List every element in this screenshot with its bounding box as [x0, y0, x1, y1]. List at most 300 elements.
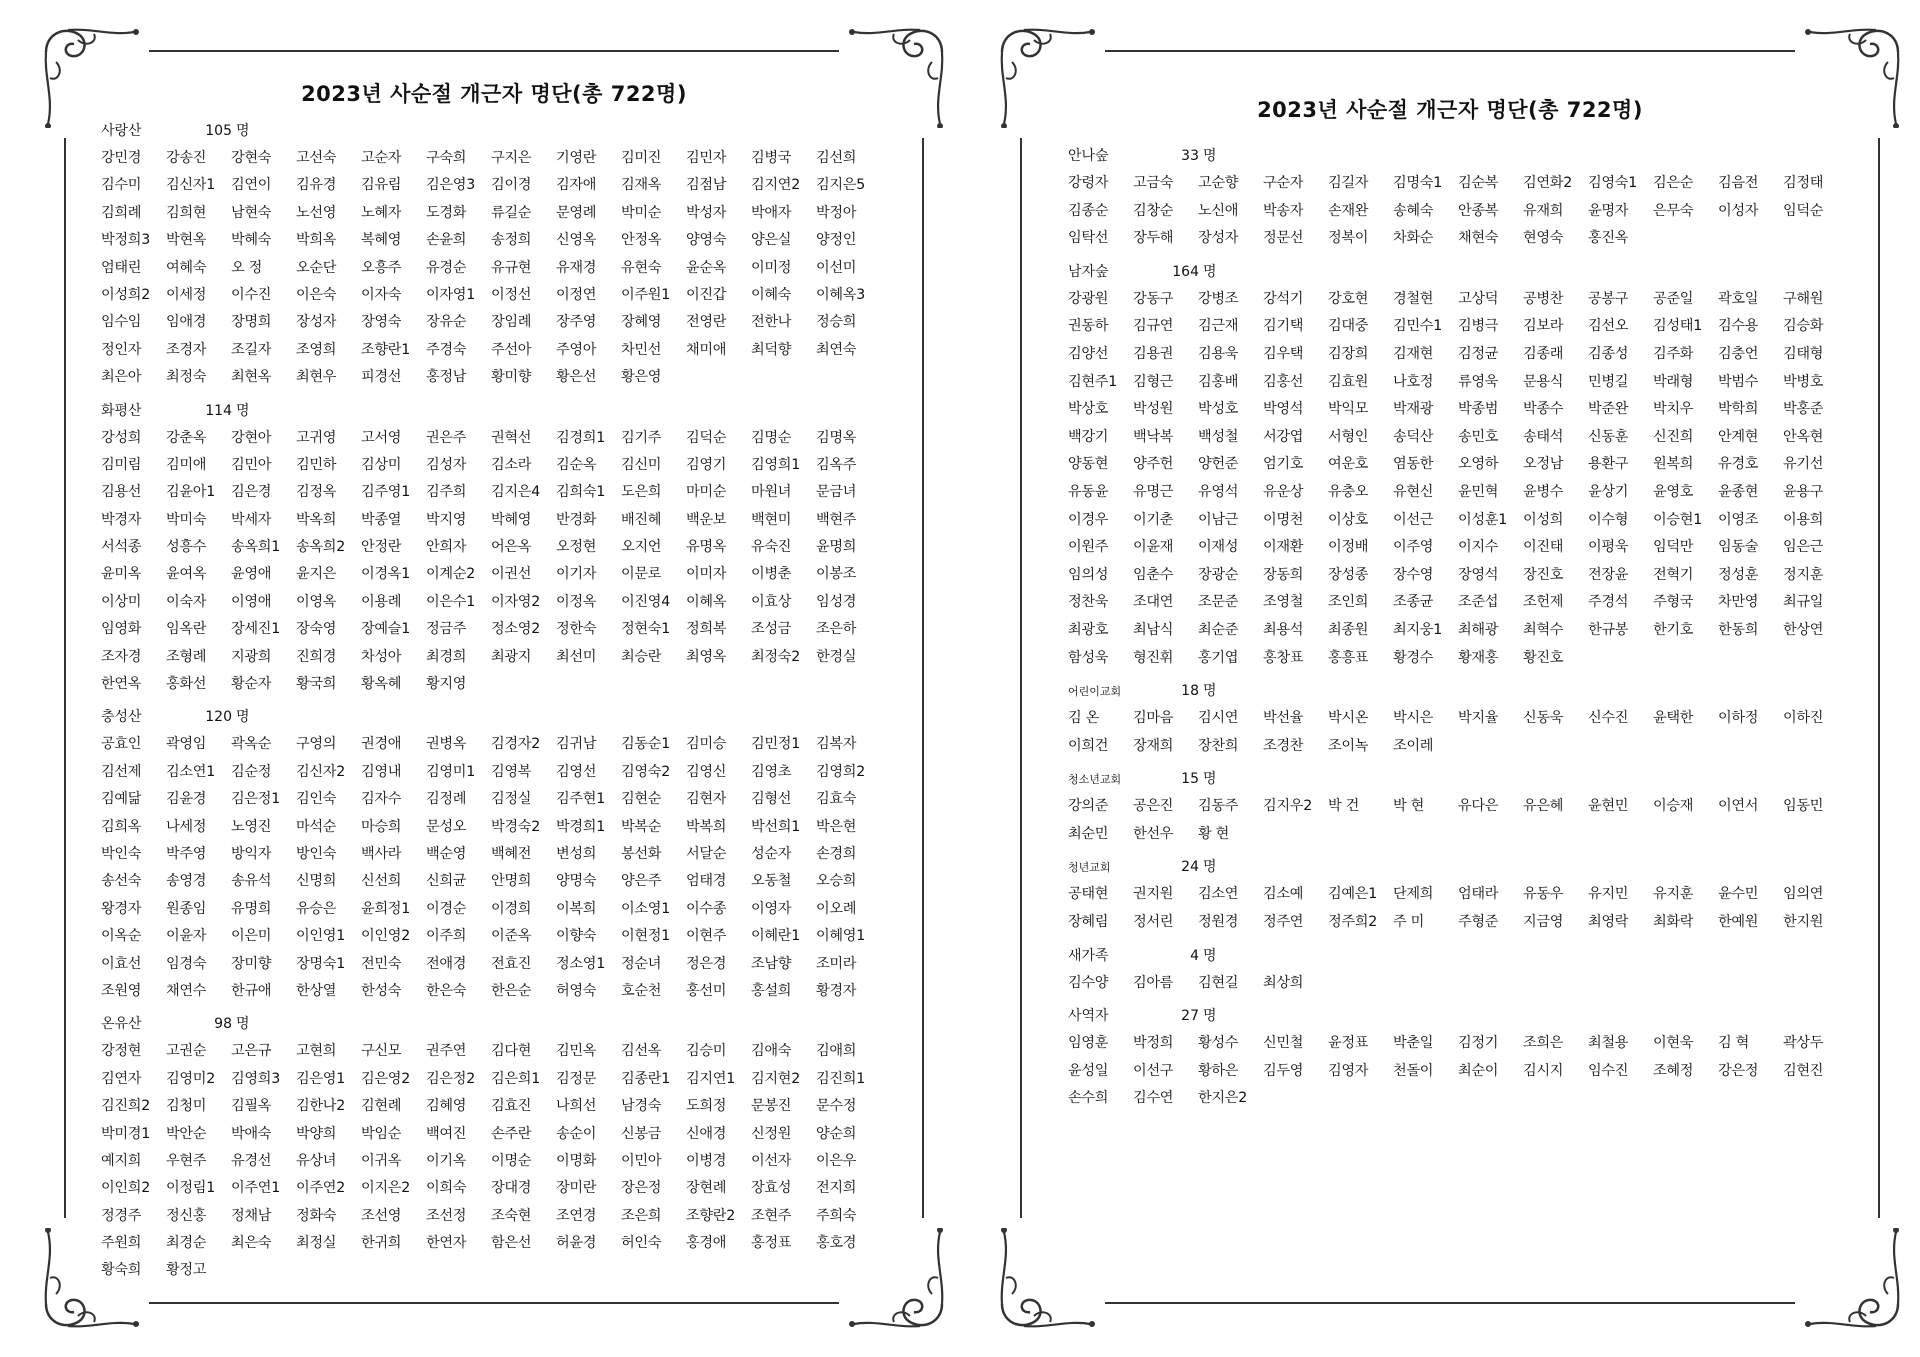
group-count-unit: 명 — [236, 123, 250, 139]
group-section — [1068, 1003, 1868, 1113]
member-name: 한은순 — [491, 982, 532, 999]
member-name: 최승란 — [621, 648, 662, 665]
member-name: 전장윤 — [1588, 566, 1629, 583]
member-name: 원복희 — [1653, 456, 1694, 473]
member-name: 박주영 — [166, 845, 207, 862]
member-name: 임경숙 — [166, 955, 207, 972]
name-list — [1068, 705, 1868, 760]
member-name: 김영선 — [556, 763, 597, 780]
member-name: 김정기 — [1458, 1035, 1499, 1052]
member-name: 유은혜 — [1523, 798, 1564, 815]
member-name: 나호정 — [1393, 373, 1434, 390]
member-name: 이정옥 — [556, 593, 597, 610]
group-count: 98 — [214, 1016, 232, 1033]
member-name: 이경희 — [491, 900, 532, 917]
member-name: 구순자 — [1263, 175, 1304, 191]
member-name: 김정문 — [556, 1070, 597, 1087]
name-list — [101, 1038, 901, 1285]
member-name: 박경자 — [101, 511, 142, 528]
member-name: 한선우 — [1133, 825, 1174, 842]
member-name: 김점남 — [686, 177, 727, 194]
member-name: 양헌준 — [1198, 456, 1239, 473]
member-name: 김동순1 — [621, 736, 670, 753]
member-name: 허인숙 — [621, 1235, 662, 1252]
member-name: 신진희 — [1653, 428, 1694, 445]
frame-line-right — [1878, 138, 1880, 1218]
member-name: 김수양 — [1068, 974, 1109, 991]
member-name: 권병옥 — [426, 736, 467, 753]
member-name: 강령자 — [1068, 175, 1109, 191]
member-name: 조이녹 — [1328, 737, 1369, 754]
member-name: 정주연 — [1263, 914, 1304, 931]
group-header — [1068, 854, 1868, 881]
member-name: 이혜란1 — [751, 928, 800, 945]
member-name: 김수연 — [1133, 1090, 1174, 1107]
member-name: 강병조 — [1198, 290, 1239, 307]
member-name: 공은진 — [1133, 798, 1174, 815]
member-name: 이하정 — [1718, 710, 1759, 727]
member-name: 박선희1 — [751, 818, 800, 835]
member-name: 장혜영 — [621, 314, 662, 331]
member-name: 장동희 — [1263, 566, 1304, 583]
member-name: 주경석 — [1588, 594, 1629, 611]
member-name: 백여진 — [426, 1125, 467, 1142]
member-name: 신봉금 — [621, 1125, 662, 1142]
member-name: 이희숙 — [426, 1180, 467, 1197]
member-name: 신영옥 — [556, 232, 597, 249]
member-name: 고금숙 — [1133, 175, 1174, 191]
member-name: 함은선 — [491, 1235, 532, 1252]
member-name: 신동훈 — [1588, 428, 1629, 445]
name-list — [1068, 286, 1868, 672]
member-name: 윤수민 — [1718, 886, 1759, 903]
member-name: 장성자 — [1198, 230, 1239, 247]
member-name: 도희정 — [686, 1098, 727, 1115]
member-name: 장효성 — [751, 1180, 792, 1197]
group-count-unit: 명 — [1203, 683, 1217, 700]
member-name: 임의성 — [1068, 566, 1109, 583]
member-name: 이윤자 — [166, 928, 207, 945]
member-name: 김용욱 — [1198, 345, 1239, 362]
member-name: 황옥혜 — [361, 676, 402, 693]
member-name: 전영란 — [686, 314, 727, 331]
member-name: 여혜숙 — [166, 259, 207, 276]
member-name: 손윤희 — [426, 232, 467, 249]
member-name: 송민호 — [1458, 428, 1499, 445]
member-name: 김신자2 — [296, 763, 345, 780]
member-name: 김영숙1 — [1588, 175, 1637, 191]
group-header — [1068, 143, 1868, 170]
member-name: 양정인 — [816, 232, 857, 249]
member-name: 김미진 — [621, 150, 662, 166]
member-name: 임영화 — [101, 621, 142, 638]
member-name: 엄태경 — [686, 873, 727, 890]
group-count-unit: 명 — [1203, 859, 1217, 876]
member-name: 김양선 — [1068, 345, 1109, 362]
member-name: 김소연 — [1198, 886, 1239, 903]
member-name: 김규연 — [1133, 318, 1174, 335]
member-name: 이지은2 — [361, 1180, 410, 1197]
member-name: 남경숙 — [621, 1098, 662, 1115]
member-name: 박임순 — [361, 1125, 402, 1142]
member-name: 김복자 — [816, 736, 857, 753]
member-name: 이기옥 — [426, 1152, 467, 1169]
member-name: 이소영1 — [621, 900, 670, 917]
group-section — [101, 1011, 901, 1285]
member-name: 피경선 — [361, 369, 402, 386]
member-name: 이진태 — [1523, 539, 1564, 556]
member-name: 박익모 — [1328, 401, 1369, 418]
roster-content — [101, 118, 901, 1291]
member-name: 유지훈 — [1653, 886, 1694, 903]
member-name: 장유순 — [426, 314, 467, 331]
member-name: 장재희 — [1133, 737, 1174, 754]
member-name: 최현우 — [296, 369, 337, 386]
member-name: 김귀남 — [556, 736, 597, 753]
member-name: 박옥희 — [296, 511, 337, 528]
member-name: 강현숙 — [231, 150, 272, 166]
member-name: 우현주 — [166, 1152, 207, 1169]
member-name: 백낙복 — [1133, 428, 1174, 445]
member-name: 구숙희 — [426, 150, 467, 166]
member-name: 이용희 — [1783, 511, 1824, 528]
member-name: 최은숙 — [231, 1235, 272, 1252]
member-name: 정신홍 — [166, 1207, 207, 1224]
group-name: 사랑산 — [101, 123, 142, 139]
member-name: 배진혜 — [621, 511, 662, 528]
member-name: 유지민 — [1588, 886, 1629, 903]
member-name: 정찬욱 — [1068, 594, 1109, 611]
member-name: 조향란2 — [686, 1207, 735, 1224]
group-header — [101, 118, 901, 145]
member-name: 최광호 — [1068, 621, 1109, 638]
member-name: 주형준 — [1458, 914, 1499, 931]
roster-content — [1068, 143, 1868, 1119]
member-name: 김태형 — [1783, 345, 1824, 362]
member-name: 송옥희1 — [231, 539, 280, 556]
member-name: 이세정 — [166, 286, 207, 303]
member-name: 최영옥 — [686, 648, 727, 665]
member-name: 김희례 — [101, 204, 142, 221]
member-name: 박종열 — [361, 511, 402, 528]
member-name: 권주연 — [426, 1043, 467, 1060]
member-name: 김인숙 — [296, 791, 337, 808]
group-section — [1068, 259, 1868, 672]
member-name: 김영신 — [686, 763, 727, 780]
member-name: 신민철 — [1263, 1035, 1304, 1052]
group-header — [1068, 766, 1868, 793]
member-name: 유동우 — [1523, 886, 1564, 903]
member-name: 이영애 — [231, 593, 272, 610]
member-name: 김주희 — [426, 484, 467, 501]
member-name: 김옥주 — [816, 456, 857, 473]
member-name: 강춘옥 — [166, 429, 207, 446]
member-name: 장영숙 — [361, 314, 402, 331]
member-name: 김순옥 — [556, 456, 597, 473]
member-name: 박미순 — [621, 204, 662, 221]
member-name: 강광원 — [1068, 290, 1109, 307]
member-name: 김승미 — [686, 1043, 727, 1060]
member-name: 김애희 — [816, 1043, 857, 1060]
member-name: 김경자2 — [491, 736, 540, 753]
member-name: 김예닮 — [101, 791, 142, 808]
member-name: 김두영 — [1263, 1062, 1304, 1079]
member-name: 방인숙 — [296, 845, 337, 862]
member-name: 고상덕 — [1458, 290, 1499, 307]
member-name: 문금녀 — [816, 484, 857, 501]
member-name: 강호현 — [1328, 290, 1369, 307]
member-name: 김은영3 — [426, 177, 475, 194]
member-name: 이계순2 — [426, 566, 475, 583]
member-name: 김지은5 — [816, 177, 865, 194]
member-name: 박정희3 — [101, 232, 150, 249]
member-name: 한성숙 — [361, 982, 402, 999]
member-name: 노선영 — [296, 204, 337, 221]
frame-line-left — [1020, 138, 1022, 1218]
member-name: 구신모 — [361, 1043, 402, 1060]
member-name: 오영하 — [1458, 456, 1499, 473]
member-name: 권경애 — [361, 736, 402, 753]
member-name: 송유석 — [231, 873, 272, 890]
member-name: 최광지 — [491, 648, 532, 665]
member-name: 이하진 — [1783, 710, 1824, 727]
group-count: 105 — [205, 123, 232, 139]
member-name: 황성수 — [1198, 1035, 1239, 1052]
member-name: 이주원1 — [621, 286, 670, 303]
member-name: 윤종현 — [1718, 483, 1759, 500]
member-name: 임성경 — [816, 593, 857, 610]
member-name: 어은옥 — [491, 539, 532, 556]
member-name: 유경선 — [231, 1152, 272, 1169]
member-name: 이희건 — [1068, 737, 1109, 754]
member-name: 황진호 — [1523, 649, 1564, 666]
member-name: 조준섭 — [1458, 594, 1499, 611]
member-name: 김영숙2 — [621, 763, 670, 780]
member-name: 최선미 — [556, 648, 597, 665]
group-count-unit: 명 — [1203, 1008, 1217, 1025]
member-name: 김진희1 — [816, 1070, 865, 1087]
member-name: 고서영 — [361, 429, 402, 446]
member-name: 오지언 — [621, 539, 662, 556]
member-name: 최경순 — [166, 1235, 207, 1252]
member-name: 공봉구 — [1588, 290, 1629, 307]
group-section — [1068, 943, 1868, 998]
member-name: 김종래 — [1523, 345, 1564, 362]
member-name: 정문선 — [1263, 230, 1304, 247]
member-name: 장은정 — [621, 1180, 662, 1197]
member-name: 은무숙 — [1653, 202, 1694, 219]
member-name: 이자숙 — [361, 286, 402, 303]
member-name: 고순향 — [1198, 175, 1239, 191]
member-name: 한예원 — [1718, 914, 1759, 931]
member-name: 박정희 — [1133, 1035, 1174, 1052]
frame-line-right — [922, 138, 924, 1218]
member-name: 송태석 — [1523, 428, 1564, 445]
member-name: 이수형 — [1588, 511, 1629, 528]
member-name: 이성희2 — [101, 286, 150, 303]
member-name: 임애경 — [166, 314, 207, 331]
member-name: 박복순 — [621, 818, 662, 835]
member-name: 이혜옥 — [686, 593, 727, 610]
member-name: 홍화선 — [166, 676, 207, 693]
member-name: 한은숙 — [426, 982, 467, 999]
member-name: 김신미 — [621, 456, 662, 473]
member-name: 안명희 — [491, 873, 532, 890]
member-name: 한상열 — [296, 982, 337, 999]
member-name: 장대경 — [491, 1180, 532, 1197]
member-name: 박준완 — [1588, 401, 1629, 418]
member-name: 최은아 — [101, 369, 142, 386]
member-name: 김마음 — [1133, 710, 1174, 727]
member-name: 나희선 — [556, 1098, 597, 1115]
group-name: 화평산 — [101, 402, 142, 419]
member-name: 이상미 — [101, 593, 142, 610]
group-name: 청소년교회 — [1068, 773, 1122, 787]
member-name: 송영경 — [166, 873, 207, 890]
member-name: 곽상두 — [1783, 1035, 1824, 1052]
member-name: 성흥수 — [166, 539, 207, 556]
member-name: 조향란1 — [361, 341, 410, 358]
name-list — [1068, 970, 1868, 998]
member-name: 이선구 — [1133, 1062, 1174, 1079]
group-count-unit: 명 — [1203, 148, 1217, 164]
member-name: 조남향 — [751, 955, 792, 972]
name-list — [101, 731, 901, 1005]
member-name: 신명희 — [296, 873, 337, 890]
member-name: 박혜숙 — [231, 232, 272, 249]
member-name: 김시연 — [1198, 710, 1239, 727]
member-name: 김영초 — [751, 763, 792, 780]
frame-line-top — [1105, 50, 1795, 52]
group-count: 114 — [205, 402, 232, 419]
member-name: 유명근 — [1133, 483, 1174, 500]
member-name: 김효진 — [491, 1098, 532, 1115]
member-name: 김은영2 — [361, 1070, 410, 1087]
member-name: 박성호 — [1198, 401, 1239, 418]
member-name: 김지현2 — [751, 1070, 800, 1087]
group-name: 남자숲 — [1068, 263, 1109, 280]
member-name: 안계현 — [1718, 428, 1759, 445]
member-name: 김장희 — [1328, 345, 1369, 362]
member-name: 이주희 — [426, 928, 467, 945]
right-page — [990, 18, 1910, 1338]
member-name: 지금영 — [1523, 914, 1564, 931]
member-name: 이현정1 — [621, 928, 670, 945]
member-name: 이정배 — [1328, 539, 1369, 556]
member-name: 김경희1 — [556, 429, 605, 446]
member-name: 곽옥순 — [231, 736, 272, 753]
member-name: 정은경 — [686, 955, 727, 972]
member-name: 김미승 — [686, 736, 727, 753]
member-name: 안정란 — [361, 539, 402, 556]
member-name: 신정원 — [751, 1125, 792, 1142]
member-name: 이권선 — [491, 566, 532, 583]
member-name: 고순자 — [361, 150, 402, 166]
member-name: 조은희 — [621, 1207, 662, 1224]
member-name: 김기주 — [621, 429, 662, 446]
group-count: 33 — [1181, 148, 1199, 164]
group-header — [101, 398, 901, 425]
member-name: 백현주 — [816, 511, 857, 528]
member-name: 이자영1 — [426, 286, 475, 303]
member-name: 여운호 — [1328, 456, 1369, 473]
member-name: 양순희 — [816, 1125, 857, 1142]
member-name: 박성자 — [686, 204, 727, 221]
member-name: 김미애 — [166, 456, 207, 473]
member-name: 윤희정1 — [361, 900, 410, 917]
member-name: 김기택 — [1263, 318, 1304, 335]
member-name: 이영옥 — [296, 593, 337, 610]
member-name: 김성자 — [426, 456, 467, 473]
member-name: 주원희 — [101, 1235, 142, 1252]
group-section — [101, 118, 901, 392]
member-name: 이원주 — [1068, 539, 1109, 556]
member-name: 이은우 — [816, 1152, 857, 1169]
member-name: 황하은 — [1198, 1062, 1239, 1079]
member-name: 손수희 — [1068, 1090, 1109, 1107]
member-name: 홍선미 — [686, 982, 727, 999]
member-name: 이혜옥3 — [816, 286, 865, 303]
member-name: 조영철 — [1263, 594, 1304, 611]
member-name: 조은하 — [816, 621, 857, 638]
member-name: 황순자 — [231, 676, 272, 693]
member-name: 최상희 — [1263, 974, 1304, 991]
member-name: 오정현 — [556, 539, 597, 556]
member-name: 김민아 — [231, 456, 272, 473]
member-name: 유경순 — [426, 259, 467, 276]
member-name: 윤성일 — [1068, 1062, 1109, 1079]
member-name: 양은실 — [751, 232, 792, 249]
left-page — [34, 18, 954, 1338]
member-name: 엄태린 — [101, 259, 142, 276]
member-name: 용환구 — [1588, 456, 1629, 473]
member-name: 김애숙 — [751, 1043, 792, 1060]
member-name: 최철용 — [1588, 1035, 1629, 1052]
member-name: 임수진 — [1588, 1062, 1629, 1079]
member-name: 정주희2 — [1328, 914, 1377, 931]
member-name: 김윤경 — [166, 791, 207, 808]
member-name: 윤택한 — [1653, 710, 1694, 727]
member-name: 한지원 — [1783, 914, 1824, 931]
member-name: 김영자 — [1328, 1062, 1369, 1079]
member-name: 이경우 — [1068, 511, 1109, 528]
member-name: 김충언 — [1718, 345, 1759, 362]
group-count-unit: 명 — [236, 402, 250, 419]
member-name: 박혜영 — [491, 511, 532, 528]
member-name: 김연이 — [231, 177, 272, 194]
member-name: 김영미2 — [166, 1070, 215, 1087]
member-name: 노혜자 — [361, 204, 402, 221]
member-name: 이은수1 — [426, 593, 475, 610]
member-name: 임수임 — [101, 314, 142, 331]
member-name: 김지연1 — [686, 1070, 735, 1087]
member-name: 강동구 — [1133, 290, 1174, 307]
member-name: 유충오 — [1328, 483, 1369, 500]
member-name: 한상연 — [1783, 621, 1824, 638]
member-name: 박치우 — [1653, 401, 1694, 418]
member-name: 조현주 — [751, 1207, 792, 1224]
member-name: 유명옥 — [686, 539, 727, 556]
member-name: 박지영 — [426, 511, 467, 528]
page-title: 2023년 사순절 개근자 명단(총 722명) — [301, 82, 687, 106]
member-name: 홍창표 — [1263, 649, 1304, 666]
member-name: 복혜영 — [361, 232, 402, 249]
group-count: 4 — [1190, 947, 1199, 964]
member-name: 장진호 — [1523, 566, 1564, 583]
member-name: 고귀영 — [296, 429, 337, 446]
member-name: 최해광 — [1458, 621, 1499, 638]
member-name: 주영아 — [556, 341, 597, 358]
